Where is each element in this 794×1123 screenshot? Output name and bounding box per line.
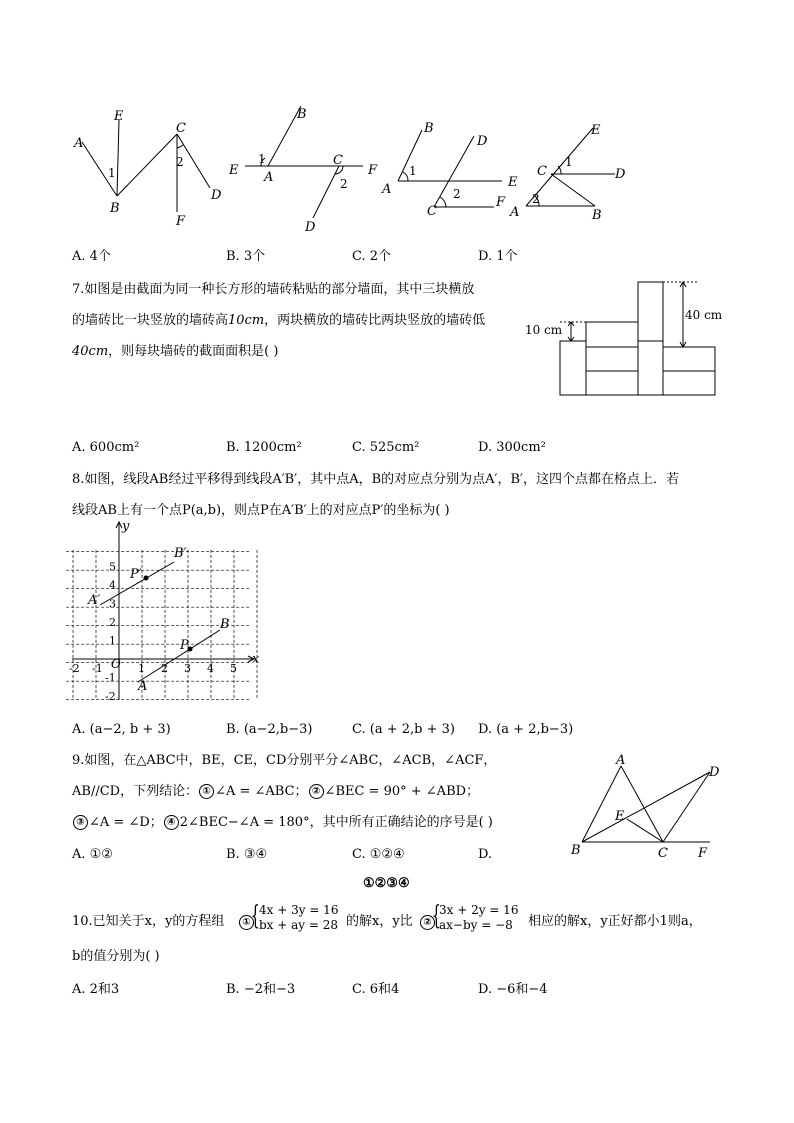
q6f3-label-1: 1 bbox=[409, 164, 417, 178]
q9-option-d: D. bbox=[478, 847, 493, 862]
q8-label-y: y bbox=[122, 519, 130, 534]
q6-option-d: D. 1个 bbox=[478, 249, 518, 264]
q8-ytick-label: 1 bbox=[109, 634, 116, 648]
q10-option-a: A. 2和3 bbox=[72, 982, 120, 997]
q8-ytick-label: 2 bbox=[109, 616, 116, 629]
q8-option-b: B. (a−2,b−3) bbox=[226, 722, 313, 737]
q8-xtick-label: 4 bbox=[207, 662, 214, 675]
q6f4-label-C: C bbox=[537, 164, 547, 179]
q6f1-label-1: 1 bbox=[108, 166, 116, 180]
q8-option-c: C. (a + 2,b + 3) bbox=[352, 722, 455, 737]
q7-wall-figure bbox=[525, 272, 725, 402]
q8-label-p: P bbox=[180, 638, 189, 653]
q8-ytick-label: 4 bbox=[109, 579, 116, 592]
q6f2-label-F: F bbox=[368, 163, 378, 178]
q8-line2: 线段AB上有一个点P(a,b)，则点P在A′B′上的对应点P′的坐标为( ) bbox=[72, 503, 450, 518]
q6f1-label-B: B bbox=[110, 201, 120, 216]
q7-option-d: D. 300cm² bbox=[478, 440, 546, 455]
q8-label-a: A bbox=[138, 679, 148, 694]
q9-label-D: D bbox=[709, 765, 720, 780]
q8-label-b: B bbox=[220, 617, 230, 632]
q10-prefix: 10.已知关于x，y的方程组 bbox=[72, 914, 225, 929]
q9-line3b: 2∠BEC−∠A = 180°，其中所有正确结论的序号是( ) bbox=[179, 815, 493, 830]
q6f2-label-E: E bbox=[229, 163, 239, 178]
q7-label-40cm: 40 cm bbox=[685, 308, 723, 322]
q8-line1: 8.如图，线段AB经过平移得到线段A′B′，其中点A，B的对应点分别为点A′，B′，这四个点都在格点上．若 bbox=[72, 472, 679, 487]
q10-mid: 的解x，y比 bbox=[346, 914, 413, 929]
q7-option-b: B. 1200cm² bbox=[226, 440, 302, 455]
q6f1-label-F: F bbox=[176, 214, 186, 229]
q8-grid-figure bbox=[69, 519, 272, 710]
q9-circle-3: ③ bbox=[73, 815, 88, 830]
q9-option-b: B. ③④ bbox=[226, 847, 268, 862]
q7-line2a: 的墙砖比一块竖放的墙砖高 bbox=[72, 313, 229, 328]
q9-line3a: ∠A = ∠D； bbox=[89, 815, 163, 830]
q6f3-label-A: A bbox=[382, 182, 392, 197]
q6f2-label-A: A bbox=[264, 170, 274, 185]
q6f3-label-D: D bbox=[477, 134, 488, 149]
q6f4-label-A: A bbox=[510, 205, 520, 220]
q6f3-label-2: 2 bbox=[453, 187, 461, 201]
q10-option-c: C. 6和4 bbox=[352, 982, 400, 997]
q8-label-p-prime: P′ bbox=[130, 567, 142, 582]
q9-line2 bbox=[72, 784, 479, 800]
q6-figure-2 bbox=[225, 102, 385, 235]
q9-label-A: A bbox=[616, 753, 626, 768]
q7-line3a: 40cm bbox=[72, 344, 109, 359]
q6f3-label-B: B bbox=[424, 121, 434, 136]
q6-option-c: C. 2个 bbox=[352, 249, 392, 264]
q7-option-c: C. 525cm² bbox=[352, 440, 420, 455]
q10-sys2-top: 3x + 2y = 16 bbox=[439, 903, 519, 917]
q9-label-C: C bbox=[658, 846, 668, 861]
q6f4-label-D: D bbox=[615, 167, 626, 182]
q7-line2b: 10cm bbox=[228, 313, 265, 328]
q9-line1: 9.如图，在△ABC中，BE，CE，CD分别平分∠ABC，∠ACB，∠ACF， bbox=[72, 753, 497, 768]
q8-xtick-label: 3 bbox=[184, 662, 191, 675]
q9-triangle-figure bbox=[565, 752, 735, 862]
q6-figure-4 bbox=[505, 118, 635, 228]
q9-line2c: ∠BEC = 90° + ∠ABD； bbox=[324, 784, 480, 799]
q8-xtick-label: -1 bbox=[92, 662, 103, 675]
q8-xtick-label: 5 bbox=[230, 662, 237, 675]
q10-sys1-bottom: bx + ay = 28 bbox=[259, 918, 339, 932]
q6-figure-1 bbox=[70, 104, 230, 234]
q6f2-label-B: B bbox=[297, 107, 307, 122]
q10-option-b: B. −2和−3 bbox=[226, 982, 296, 997]
q7-line2 bbox=[72, 313, 485, 329]
q6f2-label-1: 1 bbox=[258, 152, 266, 166]
q7-line1: 7.如图是由截面为同一种长方形的墙砖粘贴的部分墙面，其中三块横放 bbox=[72, 282, 475, 297]
q7-label-10cm: 10 cm bbox=[525, 323, 563, 337]
q6f4-label-1: 1 bbox=[565, 155, 573, 169]
q6f1-label-C: C bbox=[176, 121, 186, 136]
q6f3-label-C: C bbox=[427, 204, 437, 219]
q8-option-a: A. (a−2, b + 3) bbox=[72, 722, 171, 737]
q10-sys1-top: 4x + 3y = 16 bbox=[259, 903, 339, 917]
q8-label-x: x bbox=[252, 652, 260, 667]
q8-ytick-label: -2 bbox=[105, 690, 116, 703]
q8-label-O: O bbox=[111, 657, 121, 671]
q9-circle-4: ④ bbox=[164, 815, 179, 830]
q9-circle-2: ② bbox=[309, 784, 324, 799]
q6f3-label-E: E bbox=[508, 175, 518, 190]
q9-label-B: B bbox=[571, 843, 581, 858]
q6f4-label-B: B bbox=[592, 208, 602, 223]
q9-line2a: AB//CD，下列结论： bbox=[72, 784, 199, 799]
q10-circle-2: ② bbox=[420, 915, 435, 930]
q9-circle-1: ① bbox=[199, 784, 214, 799]
q8-xtick-label: -2 bbox=[69, 662, 80, 675]
q6-option-a: A. 4个 bbox=[72, 249, 111, 264]
q8-point-p-prime bbox=[144, 576, 149, 581]
q6f4-label-E: E bbox=[591, 123, 601, 138]
q10-line2: b的值分别为( ) bbox=[72, 949, 160, 964]
q9-label-F: F bbox=[698, 846, 708, 861]
q9-label-E: E bbox=[615, 809, 625, 824]
q6f1-label-E: E bbox=[114, 109, 124, 124]
q8-ytick-label: -1 bbox=[105, 671, 116, 685]
q8-option-d: D. (a + 2,b−3) bbox=[478, 722, 574, 737]
q8-ytick-label: 3 bbox=[109, 597, 116, 611]
q7-line2c: ，两块横放的墙砖比两块竖放的墙砖低 bbox=[264, 313, 486, 328]
q6f1-label-2: 2 bbox=[176, 155, 184, 169]
q6f1-label-A: A bbox=[74, 136, 84, 151]
q9-line2b: ∠A = ∠ABC； bbox=[215, 784, 308, 799]
q8-label-b-prime: B′ bbox=[174, 546, 187, 561]
q6f2-label-D: D bbox=[305, 220, 316, 235]
q10-brace-2: { bbox=[431, 901, 441, 931]
q6f1-label-D: D bbox=[211, 188, 222, 203]
q7-option-a: A. 600cm² bbox=[72, 440, 140, 455]
q6f2-label-C: C bbox=[333, 153, 343, 168]
q8-xtick-label: 2 bbox=[161, 662, 168, 675]
q6f3-label-F: F bbox=[496, 195, 506, 210]
q10-option-d: D. −6和−4 bbox=[478, 982, 548, 997]
q9-option-c: C. ①②④ bbox=[352, 847, 405, 862]
q6f4-label-2: 2 bbox=[532, 192, 540, 206]
q10-sys2-bottom: ax−by = −8 bbox=[439, 918, 513, 932]
q7-line3 bbox=[72, 344, 278, 360]
q9-line3 bbox=[72, 815, 493, 831]
q10-circle-1: ① bbox=[239, 915, 254, 930]
q6f2-label-2: 2 bbox=[340, 177, 348, 191]
q9-option-a: A. ①② bbox=[72, 847, 113, 862]
q8-label-a-prime: A′ bbox=[88, 593, 101, 608]
q9-option-d-content: ①②③④ bbox=[363, 876, 410, 891]
q7-line3b: ，则每块墙砖的截面面积是( ) bbox=[108, 344, 279, 359]
q10-brace-1: { bbox=[250, 901, 260, 931]
q8-xtick-label: 1 bbox=[138, 662, 145, 675]
q10-suffix: 相应的解x，y正好都小1则a， bbox=[528, 914, 702, 929]
q8-ytick-label: 5 bbox=[109, 560, 116, 574]
q6-option-b: B. 3个 bbox=[226, 249, 266, 264]
